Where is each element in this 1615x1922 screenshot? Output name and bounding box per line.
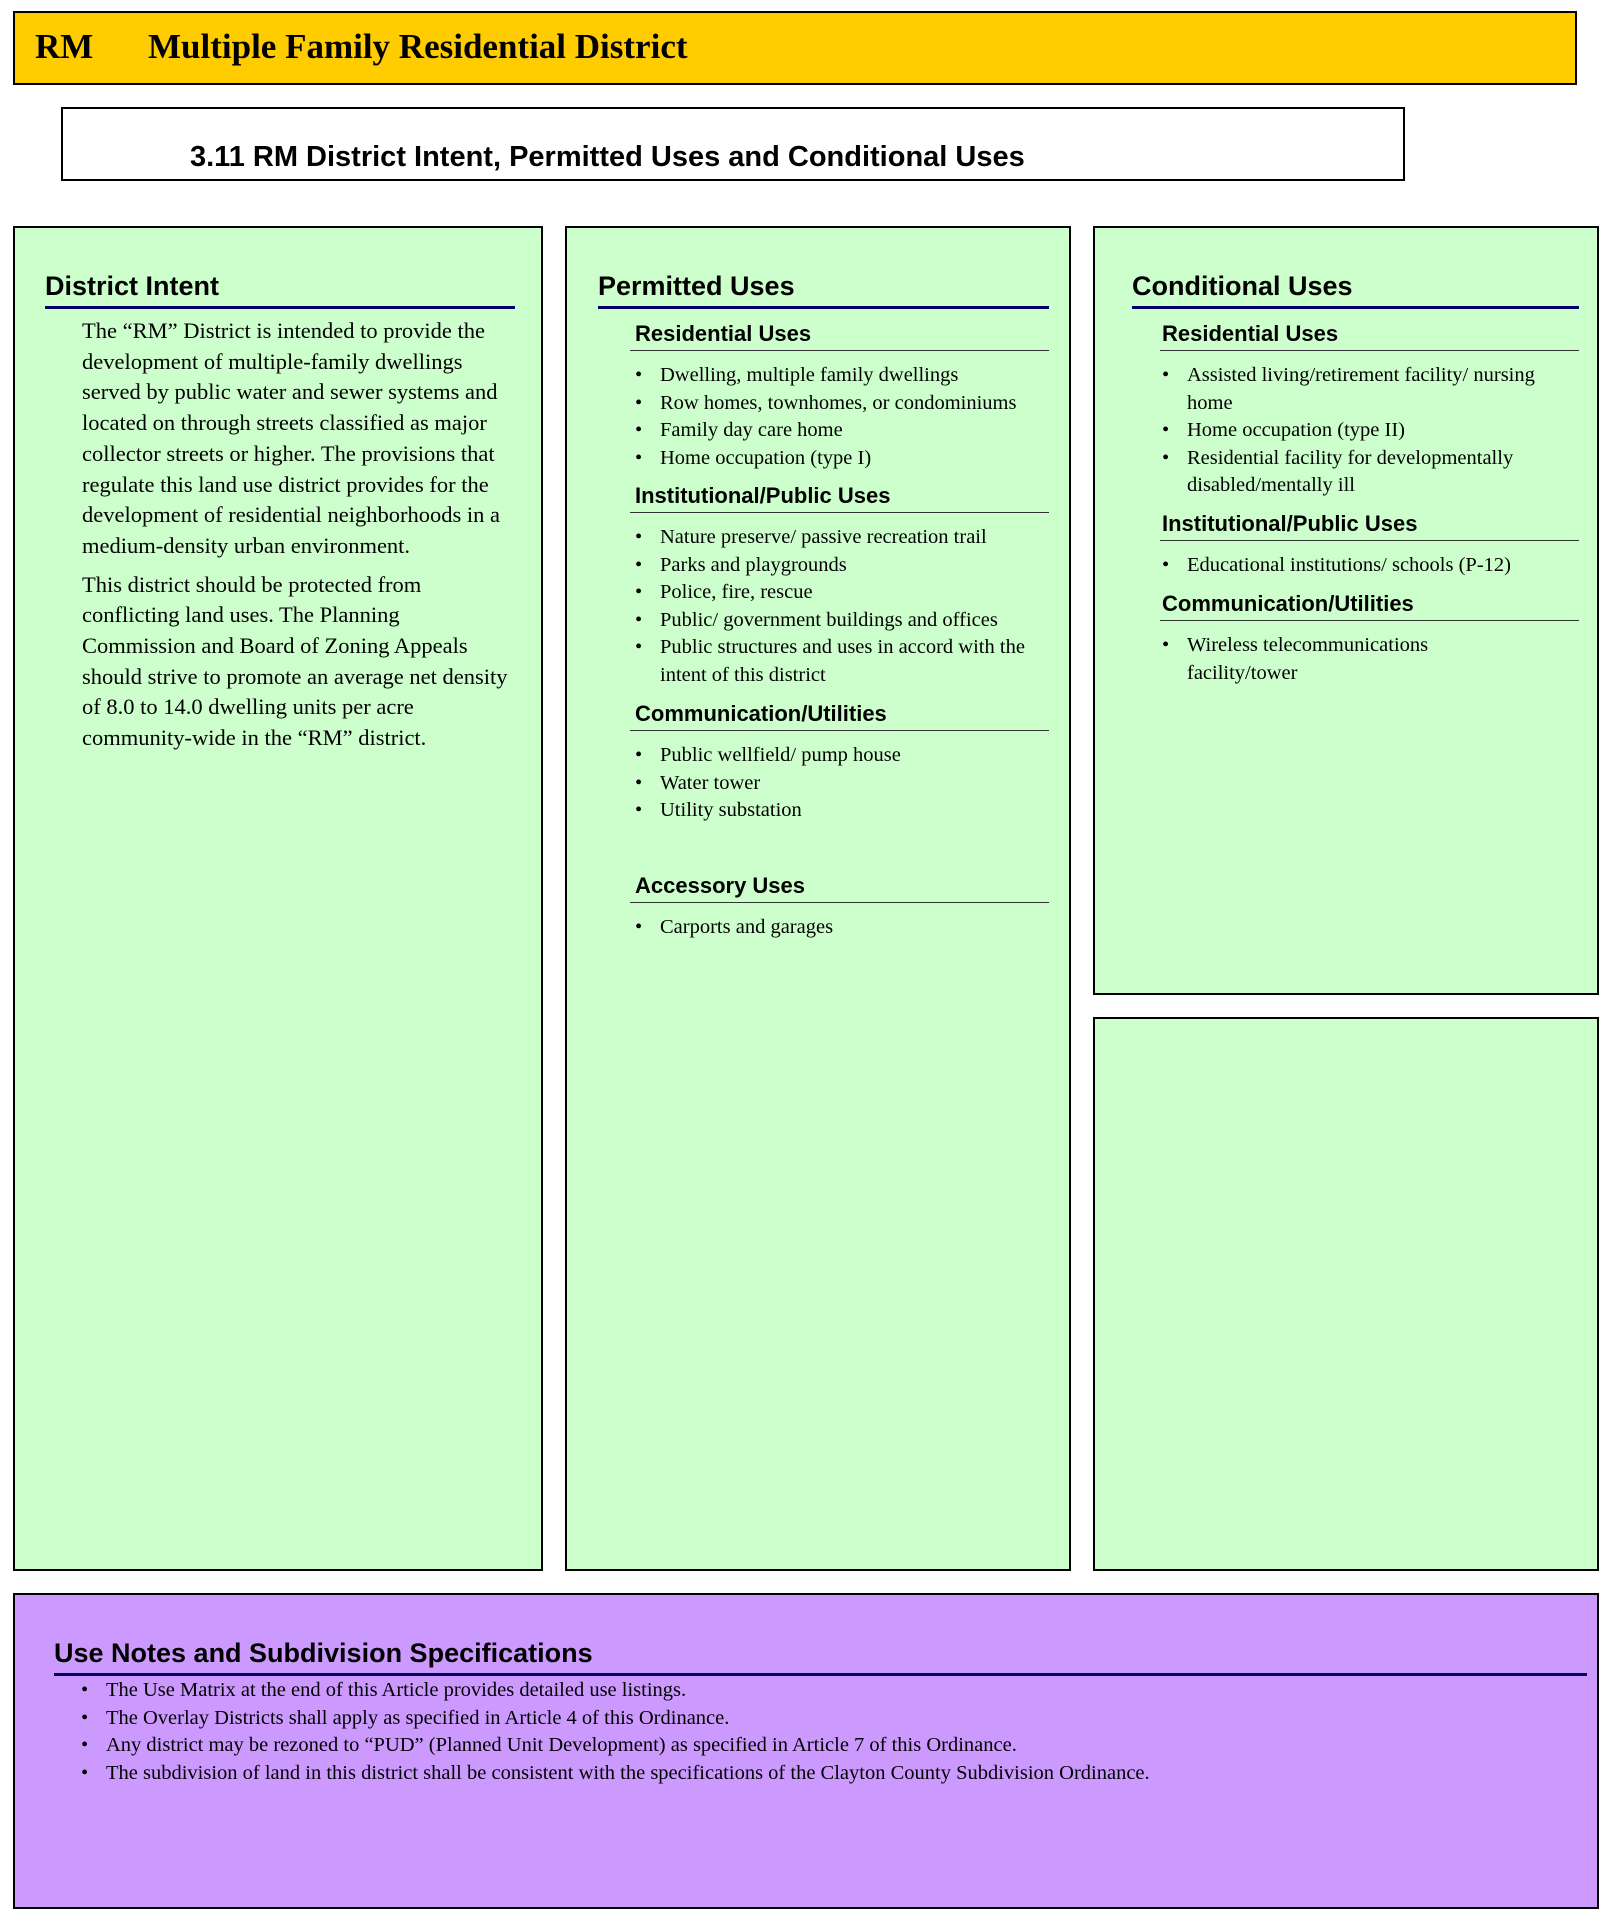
list-item: • Water tower bbox=[633, 770, 1053, 798]
conditional-uses-title: Conditional Uses bbox=[1132, 271, 1353, 301]
list-item: • Home occupation (type I) bbox=[633, 445, 1053, 473]
list-item: • Public/ government buildings and offices bbox=[633, 607, 1048, 635]
section-title: 3.11 RM District Intent, Permitted Uses and Conditional Uses bbox=[190, 141, 1025, 173]
intent-paragraph: The “RM” District is intended to provide the development of multiple-family dwellings served by public water and sewer systems and located on through streets classified as major collector streets or higher. The provisions that regulate this land use district provides for the development of residential neighborhoods in a medium-density urban environment. bbox=[82, 318, 501, 558]
list-item: • Carports and garages bbox=[633, 914, 1053, 942]
permitted-residential-heading: Residential Uses bbox=[635, 321, 812, 346]
permitted-institutional-heading: Institutional/Public Uses bbox=[635, 483, 891, 508]
district-header-bar bbox=[13, 11, 1577, 85]
permitted-communication-rule bbox=[630, 730, 1049, 731]
district-intent-rule bbox=[45, 306, 515, 309]
list-item: • Nature preserve/ passive recreation trail bbox=[633, 524, 1048, 552]
district-name: Multiple Family Residential District bbox=[148, 27, 688, 66]
district-intent-panel bbox=[13, 226, 543, 1571]
permitted-communication-list bbox=[633, 742, 1053, 825]
permitted-institutional-list bbox=[633, 524, 1048, 689]
conditional-residential-rule bbox=[1160, 350, 1579, 351]
district-code: RM bbox=[35, 27, 94, 66]
permitted-residential-rule bbox=[630, 350, 1049, 351]
use-notes-panel bbox=[13, 1593, 1599, 1909]
list-item: • Public structures and uses in accord with the intent of this district bbox=[633, 634, 1048, 689]
permitted-accessory-list bbox=[633, 914, 1053, 942]
list-item: • Family day care home bbox=[633, 417, 1053, 445]
permitted-accessory-rule bbox=[630, 902, 1049, 903]
district-intent-title: District Intent bbox=[45, 271, 220, 301]
list-item: • The Overlay Districts shall apply as specified in Article 4 of this Ordinance. bbox=[79, 1705, 1559, 1733]
conditional-communication-rule bbox=[1160, 620, 1579, 621]
conditional-communication-heading: Communication/Utilities bbox=[1162, 591, 1414, 616]
list-item: • The subdivision of land in this district shall be consistent with the specifications of the Clayton County Subdivision Ordinance. bbox=[79, 1760, 1559, 1788]
list-item: • The Use Matrix at the end of this Article provides detailed use listings. bbox=[79, 1677, 1559, 1705]
list-item: • Public wellfield/ pump house bbox=[633, 742, 1053, 770]
use-notes-rule bbox=[54, 1673, 1587, 1676]
list-item: • Educational institutions/ schools (P-12) bbox=[1160, 552, 1575, 580]
district-intent-text bbox=[82, 316, 512, 762]
use-notes-title: Use Notes and Subdivision Specifications bbox=[54, 1638, 593, 1668]
conditional-institutional-rule bbox=[1160, 540, 1579, 541]
list-item: • Utility substation bbox=[633, 797, 1053, 825]
blank-panel bbox=[1093, 1017, 1599, 1571]
conditional-communication-list bbox=[1160, 632, 1490, 687]
list-item: • Home occupation (type II) bbox=[1160, 417, 1560, 445]
permitted-uses-rule bbox=[598, 306, 1049, 309]
list-item: • Row homes, townhomes, or condominiums bbox=[633, 390, 1053, 418]
list-item: • Wireless telecommunications facility/tower bbox=[1160, 632, 1490, 687]
permitted-accessory-heading: Accessory Uses bbox=[635, 873, 806, 898]
conditional-uses-panel bbox=[1093, 226, 1599, 995]
section-title-box bbox=[61, 107, 1405, 181]
conditional-residential-list bbox=[1160, 362, 1560, 500]
list-item: • Parks and playgrounds bbox=[633, 552, 1048, 580]
permitted-communication-heading: Communication/Utilities bbox=[635, 701, 887, 726]
conditional-institutional-list bbox=[1160, 552, 1575, 580]
conditional-institutional-heading: Institutional/Public Uses bbox=[1162, 511, 1418, 536]
list-item: • Police, fire, rescue bbox=[633, 579, 1048, 607]
conditional-uses-rule bbox=[1132, 306, 1579, 309]
list-item: • Assisted living/retirement facility/ nursing home bbox=[1160, 362, 1560, 417]
intent-paragraph: This district should be protected from conflicting land uses. The Planning Commission and Board of Zoning Appeals should strive to promote an average net density of 8.0 to 14.0 dwelling units per acre community-wide in the “RM” district. bbox=[82, 571, 508, 751]
list-item: • Residential facility for developmentally disabled/mentally ill bbox=[1160, 445, 1560, 500]
list-item: • Any district may be rezoned to “PUD” (Planned Unit Development) as specified in Article 7 of this Ordinance. bbox=[79, 1732, 1559, 1760]
list-item: • Dwelling, multiple family dwellings bbox=[633, 362, 1053, 390]
conditional-residential-heading: Residential Uses bbox=[1162, 321, 1339, 346]
permitted-institutional-rule bbox=[630, 512, 1049, 513]
permitted-uses-title: Permitted Uses bbox=[598, 271, 795, 301]
permitted-residential-list bbox=[633, 362, 1053, 472]
permitted-uses-panel bbox=[565, 226, 1071, 1571]
use-notes-list bbox=[79, 1677, 1559, 1787]
